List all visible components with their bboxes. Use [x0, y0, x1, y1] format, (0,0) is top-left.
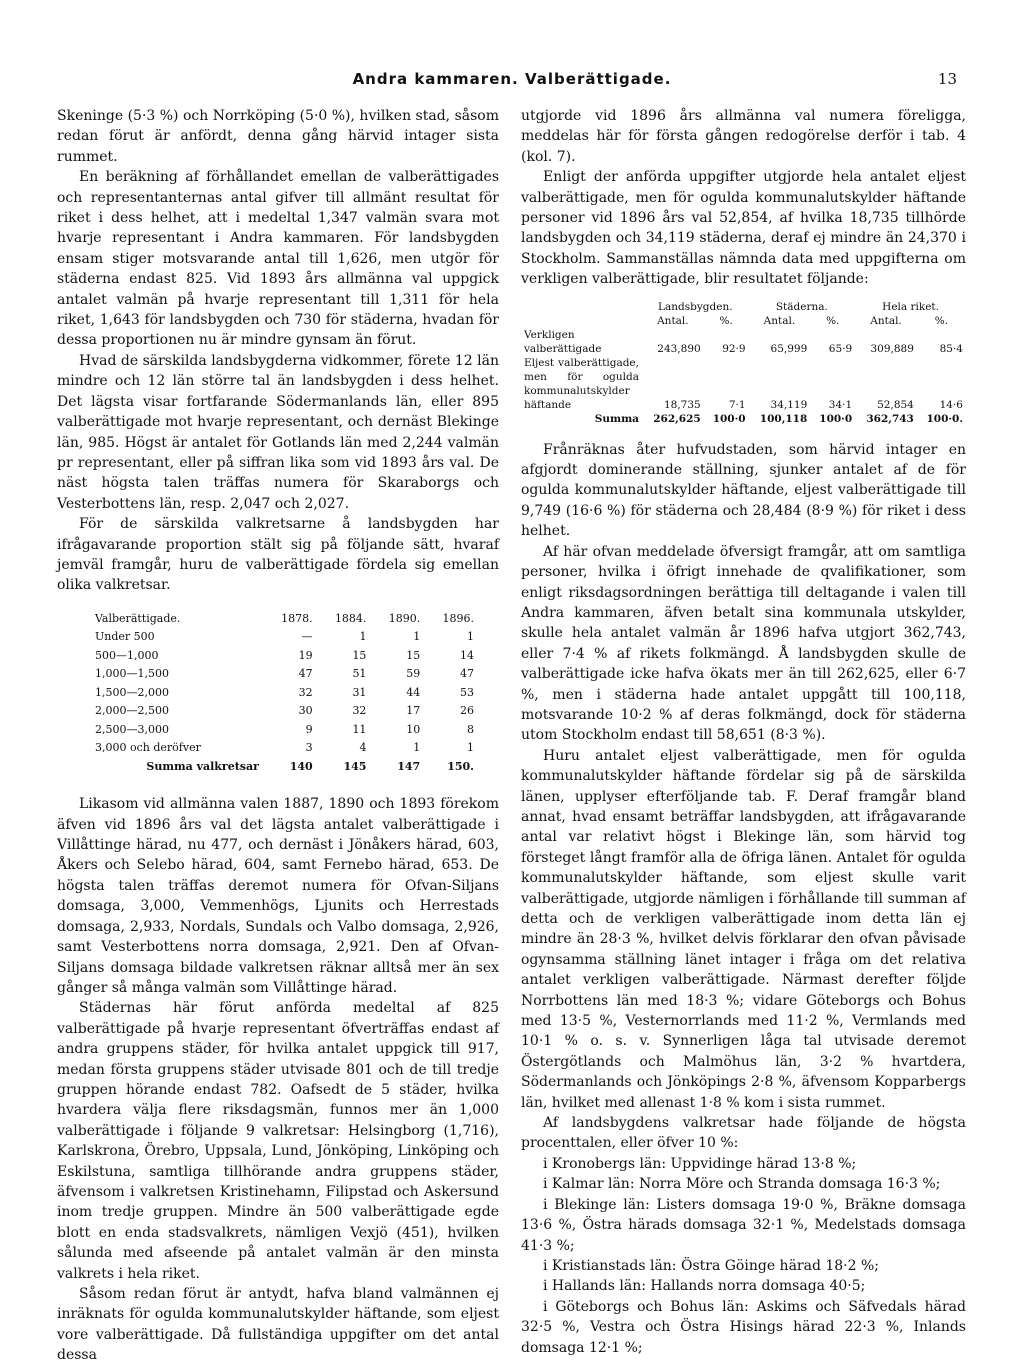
table-header-row — [92, 610, 477, 629]
row-label: Under 500 — [95, 630, 155, 644]
row-label: 2,500—3,000 — [95, 722, 169, 736]
table-cell: 8 — [467, 722, 474, 736]
table-cell: 32 — [352, 704, 367, 718]
table-header: %. — [934, 314, 949, 327]
table-cell: 1 — [359, 630, 367, 644]
table-cell: 34·1 — [828, 398, 853, 411]
row-label: 1,500—2,000 — [95, 685, 169, 699]
table-row — [92, 684, 477, 703]
table-group-row — [521, 300, 966, 314]
paragraph: Såsom redan förut är antydt, hafva bland valmännen ej inräknats för ogulda kommunalutskylder häftande, som eljest vore valberättigade. Då fullständiga uppgifter om det antal dessa — [57, 1286, 499, 1364]
paragraph: Likasom vid allmänna valen 1887, 1890 och 1893 förekom äfven vid 1896 års val det lägsta antalet valberättigade i Villåttinge härad, nu 477, och dernäst i Jönåkers härad, 603, Åkers och Selebo härad, 604, samt Fernebo härad, 653. De högsta talen träffas deremot numera för Ofvan-Siljans domsaga, 3,000, Vemmenhögs, Ljunits och Herrestads domsaga, 2,933, Nordals, Sundals och Valbo domsaga, 2,926, samt Vesterbottens norra domsaga, 2,921. Den af Ofvan-Siljans domsaga bildade valkretsen räknar alltså mer än sex gånger så många valmän som Villåttinge härad. — [57, 796, 499, 996]
table-cell: 14 — [460, 648, 474, 662]
table-sum-row — [92, 758, 477, 777]
table-header: 1890. — [388, 611, 421, 625]
table-cell: 147 — [397, 759, 421, 773]
paragraph: Enligt der anförda uppgifter utgjorde hela antalet eljest valberättigade, men för ogulda kommunalutskylder häftande personer vid 1896 års val 52,854, af hvilka 18,735 tillhörde landsbygden och 34,119 städerna, deraf ej mindre än 24,370 i Stockholm. Sammanställas nämnda data med uppgifterna om verkligen valberättigade, blir resultatet följande: — [521, 169, 966, 288]
table-cell: 4 — [359, 741, 367, 755]
table-cell: 145 — [343, 759, 367, 773]
table-cell: 7·1 — [728, 398, 746, 411]
table-cell: 15 — [406, 648, 421, 662]
row-label: 2,000—2,500 — [95, 704, 169, 718]
valberattigade-table — [521, 300, 966, 426]
page-header — [0, 70, 1024, 94]
table-cell: 47 — [460, 667, 474, 681]
table-cell: 34,119 — [770, 398, 808, 411]
row-label: 1,000—1,500 — [95, 667, 169, 681]
table-subheader-row — [521, 314, 966, 328]
table-cell: 1 — [467, 630, 474, 644]
table-header: Valberättigade. — [95, 611, 181, 625]
paragraph: utgjorde vid 1896 års allmänna val numera föreligga, meddelas här för första gången redogörelse derför i tab. 4 (kol. 7). — [521, 108, 966, 165]
table-cell: 19 — [298, 648, 313, 662]
table-row — [92, 721, 477, 740]
table-cell: 92·9 — [722, 342, 746, 355]
table-cell: 10 — [406, 722, 421, 736]
table-cell: 31 — [352, 685, 367, 699]
table-row — [92, 628, 477, 647]
paragraph: Af landsbygdens valkretsar hade följande de högsta procenttalen, eller öfver 10 %: — [521, 1115, 966, 1152]
table-row — [521, 356, 966, 412]
table-cell: 262,625 — [653, 412, 701, 425]
table-header: 1896. — [442, 611, 474, 625]
table-cell: 44 — [406, 685, 421, 699]
paragraph: Frånräknas åter hufvudstaden, som härvid intager en afgjordt dominerande ställning, sjunker antalet af de för ogulda kommunalutskylder häftande, eljest valberättigade till 9,749 (16·6 %) för städerna och 28,484 (8·9 %) för riket i dess helhet. — [521, 441, 966, 540]
table-row — [92, 739, 477, 758]
table-row — [92, 702, 477, 721]
table-cell: 100·0. — [926, 412, 963, 425]
table-header: %. — [826, 314, 840, 327]
table-cell: 1 — [413, 741, 421, 755]
table-cell: 52,854 — [877, 398, 914, 411]
row-label: Eljest valberättigade, men för ogulda kommunalutskylder häftande — [524, 356, 639, 411]
list-item: i Hallands län: Hallands norra domsaga 40·5; — [543, 1278, 866, 1295]
list-item: i Göteborgs och Bohus län: Askims och Säfvedals härad 32·5 %, Vestra och Östra Hisings härad 22·3 %, Inlands domsaga 12·1 %; — [521, 1298, 966, 1356]
table-header: Landsbygden. — [658, 300, 733, 313]
valkretsar-table — [92, 610, 477, 777]
list-item: i Kronobergs län: Uppvidinge härad 13·8 %; — [543, 1155, 857, 1172]
table-cell: 309,889 — [870, 342, 914, 355]
table-cell: 85·4 — [939, 342, 963, 355]
paragraph: Huru antalet eljest valberättigade, men för ogulda kommunalutskylder häftande fördelar sig på de särskilda länen, upplyser efterföljande tab. F. Deraf framgår bland annat, hvad ensamt beträffar landsbygden, att ifrågavarande antal var relativt högst i Blekinge län, som härvid tog försteget långt framför alla de öfriga länen. Antalet för ogulda kommunalutskylder häftande, som eljest skulle varit valberättigade, utgjorde nämligen i förhållande till summan af detta och de verkligen valberättigade inom detta län ej mindre än 28·3 %, hvilket delvis förklarar den ofvan påvisade ogynsamma ställning länet intager i fråga om det relativa antalet verkligen valberättigade. Närmast derefter följde Norrbottens län med 18·3 %; vidare Göteborgs och Bohus med 13·5 %, Vesternorrlands med 11·2 %, Vermlands med 10·1 % o. s. v. Synnerligen låga tal utvisade deremot Östergötlands och Malmöhus län, 3·2 % hvartdera, Södermanlands och Jönköpings 2·8 %, äfvensom Kopparbergs län, hvilket med allenast 1·8 % kom i sista rummet. — [521, 747, 966, 1111]
table-header: 1878. — [281, 611, 313, 625]
right-column — [521, 106, 966, 1358]
list-item: i Blekinge län: Listers domsaga 19·0 %, Bräkne domsaga 13·6 %, Östra härads domsaga 32·1 %, Medelstads domsaga 41·3 %; — [521, 1196, 966, 1254]
list-item: i Kalmar län: Norra Möre och Stranda domsaga 16·3 %; — [543, 1176, 941, 1193]
table-cell: 15 — [352, 648, 367, 662]
table-header: Städerna. — [775, 300, 828, 313]
paragraph: Skeninge (5·3 %) och Norrköping (5·0 %), hvilken stad, såsom redan förut är anfördt, denna gång härvid intager sista rummet. — [57, 108, 499, 165]
row-label: 500—1,000 — [95, 648, 159, 662]
table-cell: 47 — [298, 667, 313, 681]
table-cell: 11 — [352, 722, 367, 736]
list-item: i Kristianstads län: Östra Göinge härad 18·2 %; — [543, 1257, 880, 1274]
table-cell: 53 — [460, 685, 474, 699]
table-cell: 3 — [305, 741, 313, 755]
table-cell: 30 — [298, 704, 313, 718]
table-cell: 65,999 — [770, 342, 808, 355]
table-cell: 59 — [406, 667, 421, 681]
table-cell: 140 — [289, 759, 313, 773]
table-cell: 100,118 — [759, 412, 808, 425]
paragraph: Hvad de särskilda landsbygderna vidkommer, förete 12 län mindre och 12 län större tal än landsbygden i dess helhet. Det lägsta visar fortfarande Södermanlands län, eller 895 valberättigade mot hvarje representant, och dernäst Blekinge län, 985. Högst är antalet för Gotlands län med 2,244 valmän pr representant, eller på siffran lika som vid 1893 års val. De näst högsta talen träffas numera för Skaraborgs och Vesterbottens län, resp. 2,047 och 2,027. — [57, 352, 499, 512]
table-cell: 18,735 — [663, 398, 701, 411]
table-cell: 14·6 — [939, 398, 963, 411]
sum-label: Summa valkretsar — [146, 759, 259, 773]
table-cell: 9 — [305, 722, 313, 736]
table-cell: 1 — [413, 630, 421, 644]
paragraph: För de särskilda valkretsarne å landsbygden har ifrågavarande proportion stält sig på följande sätt, hvaraf jemväl framgår, huru de valberättigade fördela sig emellan olika valkretsar. — [57, 516, 499, 594]
table-cell: — — [301, 630, 313, 644]
table-row — [92, 647, 477, 666]
table-cell: 100·0 — [712, 412, 746, 425]
table-cell: 362,743 — [866, 412, 914, 425]
row-label: Verkligen valberättigade — [524, 328, 602, 355]
table-cell: 17 — [406, 704, 421, 718]
table-header: Hela riket. — [882, 300, 939, 313]
table-cell: 32 — [298, 685, 313, 699]
table-cell: 243,890 — [657, 342, 701, 355]
table-row — [92, 665, 477, 684]
table-header: Antal. — [763, 314, 796, 327]
table-header: 1884. — [334, 611, 367, 625]
table-cell: 65·9 — [828, 342, 853, 355]
table-header: Antal. — [870, 314, 902, 327]
table-cell: 100·0 — [819, 412, 853, 425]
table-header: %. — [719, 314, 733, 327]
sum-label: Summa — [594, 412, 639, 425]
table-cell: 26 — [460, 704, 474, 718]
left-column — [57, 106, 499, 1366]
paragraph: En beräkning af förhållandet emellan de valberättigades och representanternas antal gifver till allmänt resultat för riket i dess helhet, att i medeltal 1,347 valmän svara mot hvarje representant i Andra kammaren. För landsbygden ensam stiger motsvarande antal till 1,626, men utgör för städerna endast 825. Vid 1893 års allmänna val uppgick antalet valmän på hvarje representant till 1,311 för hela riket, 1,643 för landsbygden och 730 för städerna, hvadan för dessa proportionen nu är mindre gynsam än förut. — [57, 169, 499, 349]
table-row — [521, 328, 966, 356]
paragraph: Af här ofvan meddelade öfversigt framgår, att om samtliga personer, hvilka i öfrigt innehade de qvalifikationer, som enligt riksdagsordningen berättiga till deltagande i valen till Andra kammaren, äfven betalt sina kommunala utskylder, skulle hela antalet valmän år 1896 hafva utgjort 362,743, eller 7·4 % af rikets folkmängd. Å landsbygden skulle de valberättigade icke hafva ökats mer än till 262,625, eller 6·7 %, men i städerna hade antalet uppgått till 100,118, motsvarande 10·2 % af deras folkmängd, dock för städerna utom Stockholm endast till 58,651 (8·3 %). — [521, 543, 966, 744]
paragraph: Städernas här förut anförda medeltal af 825 valberättigade på hvarje representant öfverträffas endast af andra gruppens städer, för hvilka antalet uppgick till 917, medan första gruppens städer utvisade 801 och de till tredje gruppen hörande endast 782. Oafsedt de 5 städer, hvilka hvardera välja flere riksdagsmän, funnos mer än 1,000 valberättigade i följande 9 valkretsar: Helsingborg (1,716), Karlskrona, Örebro, Uppsala, Lund, Jönköping, Linköping och Eskilstuna, samtliga tillhörande andra gruppens städer, äfvensom i valkretsen Kristinehamn, Filipstad och Askersund inom tredje gruppen. Mindre än 500 valberättigade egde blott en enda stadsvalkrets, nämligen Vexjö (451), hvilken sålunda med afseende på antalet valmän är den minsta valkrets i hela riket. — [57, 1000, 499, 1282]
table-header: Antal. — [657, 314, 689, 327]
page-number: 13 — [937, 70, 957, 88]
running-title: Andra kammaren. Valberättigade. — [352, 70, 672, 88]
table-cell: 1 — [467, 741, 474, 755]
row-label: 3,000 och deröfver — [95, 741, 201, 755]
table-sum-row — [521, 412, 966, 426]
table-cell: 150. — [447, 759, 474, 773]
table-cell: 51 — [352, 667, 367, 681]
